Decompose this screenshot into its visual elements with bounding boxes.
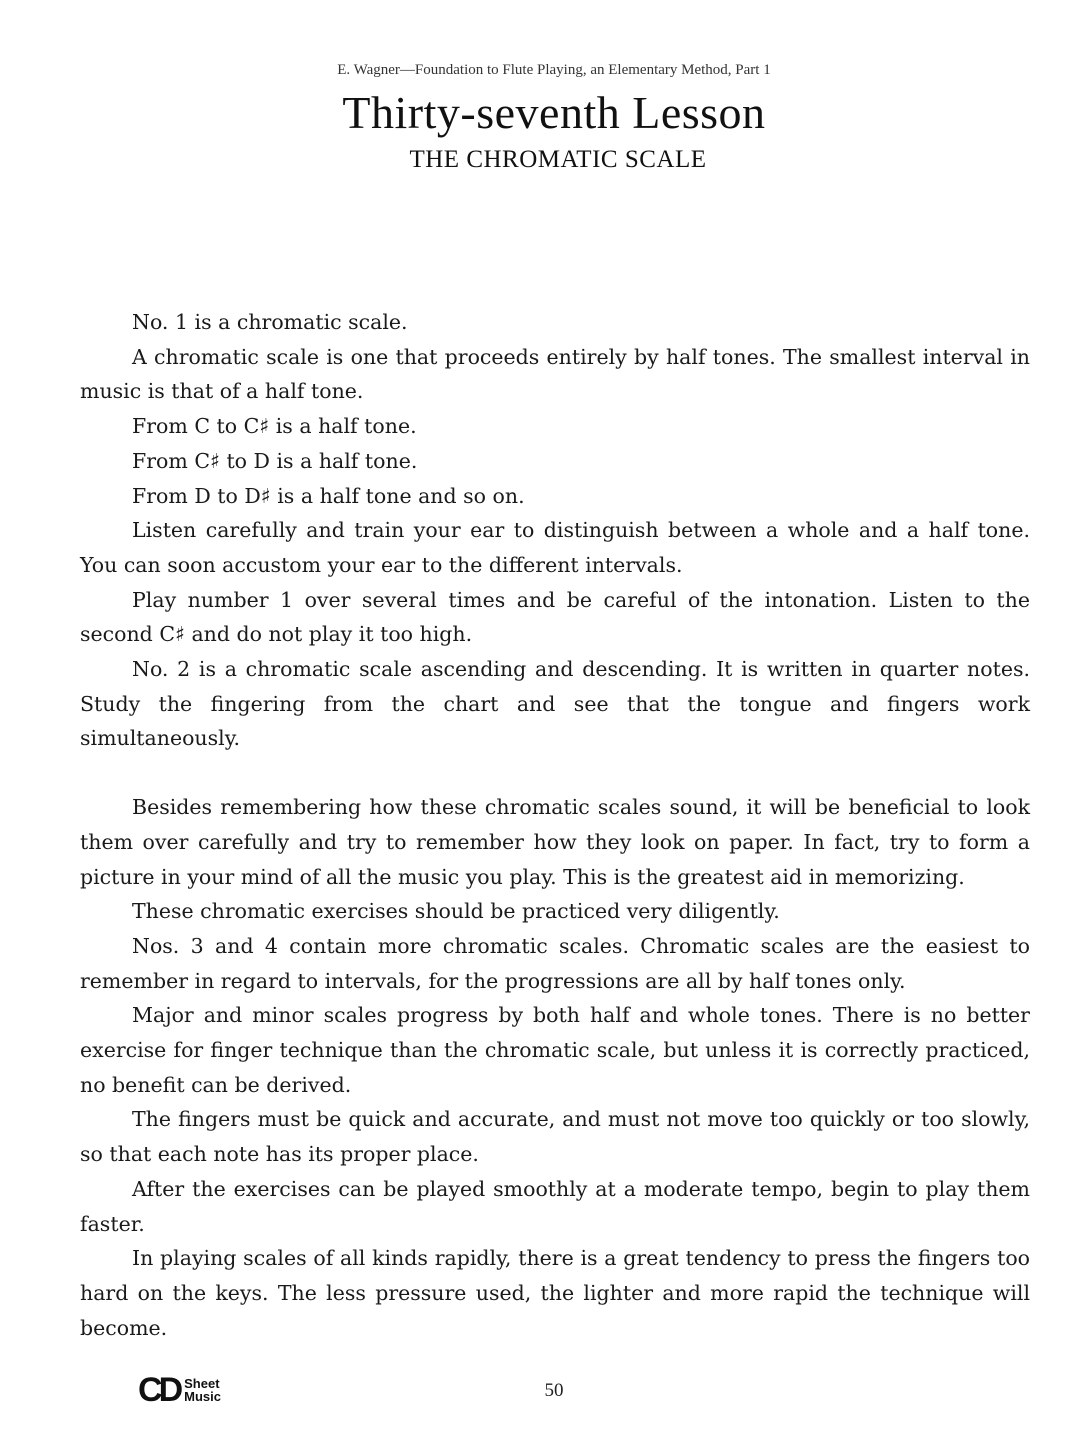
logo-letter-d: D: [158, 1371, 184, 1409]
paragraph: From C♯ to D is a half tone.: [132, 448, 418, 473]
logo-word-sheet: Sheet: [184, 1376, 220, 1391]
paragraph: In playing scales of all kinds rapidly, there is a great tendency to press the fingers too hard on the keys. The less pressure used, the lighter and more rapid the technique will become.: [80, 1246, 1030, 1340]
paragraph: Besides remembering how these chromatic scales sound, it will be beneficial to look them over carefully and try to remember how they look on paper. In fact, try to form a picture in your mind of all the music you play. This is the greatest aid in memorizing.: [80, 795, 1030, 889]
page-number: 50: [544, 1380, 564, 1401]
lesson-title: Thirty-seventh Lesson: [342, 87, 766, 138]
paragraph: These chromatic exercises should be practiced very diligently.: [132, 899, 780, 924]
paragraph: No. 2 is a chromatic scale ascending and descending. It is written in quarter notes. Study the fingering from the chart and see that the tongue and fingers work simultaneously.: [80, 657, 1030, 751]
paragraph: Nos. 3 and 4 contain more chromatic scales. Chromatic scales are the easiest to remember in regard to intervals, for the progressions are all by half tones only.: [80, 933, 1030, 993]
paragraph: Listen carefully and train your ear to distinguish between a whole and a half tone. You can soon accustom your ear to the different intervals.: [80, 518, 1030, 577]
lesson-subtitle: THE CHROMATIC SCALE: [409, 146, 707, 173]
paragraph: From C to C♯ is a half tone.: [132, 414, 417, 439]
logo-word-music: Music: [184, 1389, 221, 1404]
paragraph: A chromatic scale is one that proceeds entirely by half tones. The smallest interval in music is that of a half tone.: [80, 344, 1030, 404]
paragraph: Major and minor scales progress by both half and whole tones. There is no better exercise for finger technique than the chromatic scale, but unless it is correctly practiced, no benefit can be derived.: [80, 1003, 1030, 1097]
lesson-body: [80, 305, 1030, 1345]
paragraph: No. 1 is a chromatic scale.: [132, 310, 408, 334]
paragraph: Play number 1 over several times and be careful of the intonation. Listen to the second C♯ and do not play it too high.: [80, 587, 1030, 647]
running-head: E. Wagner—Foundation to Flute Playing, an Elementary Method, Part 1: [337, 62, 771, 78]
paragraph: The fingers must be quick and accurate, and must not move too quickly or too slowly, so that each note has its proper place.: [80, 1107, 1030, 1167]
paragraph: From D to D♯ is a half tone and so on.: [132, 483, 525, 508]
paragraph: After the exercises can be played smoothly at a moderate tempo, begin to play them faster.: [80, 1176, 1030, 1236]
logo-letter-c: C: [138, 1371, 163, 1409]
